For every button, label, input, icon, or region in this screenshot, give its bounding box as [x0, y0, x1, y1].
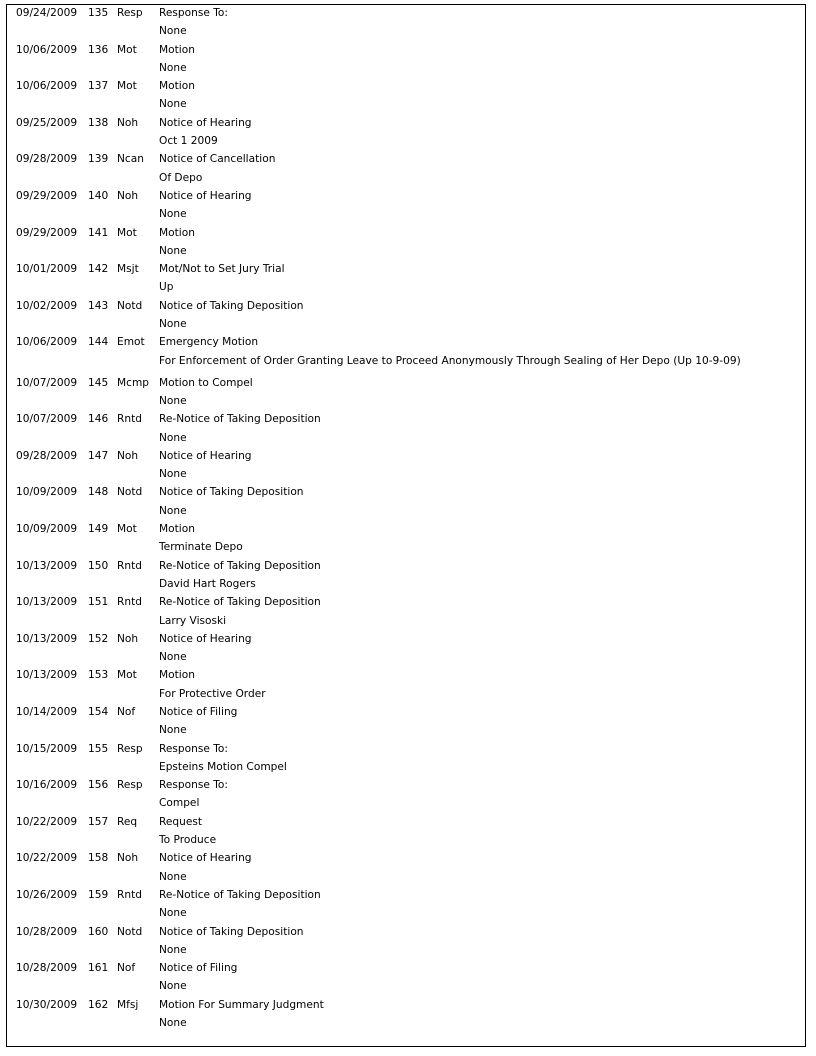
docket-entry-note-row — [16, 172, 796, 190]
docket-entry-note-row — [16, 281, 796, 299]
docket-entry-note-row — [16, 25, 796, 43]
docket-entry-note-row — [16, 761, 796, 779]
docket-entry — [16, 596, 796, 633]
docket-entry-header — [16, 117, 796, 135]
entry-note: None — [159, 208, 187, 221]
entry-number: 160 — [88, 925, 109, 938]
entry-code: Noh — [117, 116, 139, 129]
entry-number: 148 — [88, 486, 109, 499]
entry-number: 154 — [88, 705, 109, 718]
entry-description: Response To: — [159, 779, 228, 792]
entry-note: None — [159, 724, 187, 737]
docket-list — [16, 7, 796, 1035]
entry-code: Rntd — [117, 559, 142, 572]
entry-description: Notice of Filing — [159, 962, 238, 975]
docket-entry-header — [16, 779, 796, 797]
entry-note: None — [159, 98, 187, 111]
entry-number: 150 — [88, 559, 109, 572]
entry-description: Re-Notice of Taking Deposition — [159, 596, 321, 609]
entry-code: Mot — [117, 226, 137, 239]
docket-entry-header — [16, 816, 796, 834]
entry-code: Mot — [117, 669, 137, 682]
docket-entry-note-row — [16, 208, 796, 226]
docket-entry-header — [16, 743, 796, 761]
docket-entry-note-row — [16, 578, 796, 596]
docket-entry-header — [16, 80, 796, 98]
entry-note: Oct 1 2009 — [159, 135, 218, 148]
entry-description: Motion to Compel — [159, 376, 253, 389]
entry-date: 09/29/2009 — [16, 189, 78, 202]
docket-entry-note-row — [16, 724, 796, 742]
docket-entry-note-row — [16, 62, 796, 80]
docket-entry-header — [16, 669, 796, 687]
docket-entry — [16, 852, 796, 889]
docket-entry-note-row — [16, 651, 796, 669]
entry-code: Nof — [117, 705, 136, 718]
entry-code: Emot — [117, 336, 145, 349]
entry-note: Up — [159, 281, 174, 294]
docket-entry — [16, 263, 796, 300]
entry-note: None — [159, 244, 187, 257]
entry-note: David Hart Rogers — [159, 577, 256, 590]
entry-description: Notice of Taking Deposition — [159, 486, 304, 499]
entry-code: Notd — [117, 486, 143, 499]
docket-entry-header — [16, 852, 796, 870]
entry-description: Notice of Filing — [159, 705, 238, 718]
docket-entry — [16, 336, 796, 376]
entry-code: Nof — [117, 962, 136, 975]
entry-description: Re-Notice of Taking Deposition — [159, 888, 321, 901]
entry-date: 10/07/2009 — [16, 376, 78, 389]
docket-entry — [16, 44, 796, 81]
docket-entry — [16, 779, 796, 816]
entry-code: Mcmp — [117, 376, 150, 389]
entry-code: Req — [117, 815, 138, 828]
entry-code: Mfsj — [117, 998, 139, 1011]
entry-description: Request — [159, 815, 203, 828]
entry-number: 161 — [88, 962, 109, 975]
entry-number: 159 — [88, 888, 109, 901]
entry-number: 139 — [88, 153, 109, 166]
docket-entry-note-row — [16, 688, 796, 706]
entry-note: Larry Visoski — [159, 614, 227, 627]
entry-date: 10/07/2009 — [16, 413, 78, 426]
entry-note: Compel — [159, 797, 200, 810]
docket-entry — [16, 153, 796, 190]
entry-description: Motion — [159, 43, 195, 56]
entry-code: Noh — [117, 449, 139, 462]
entry-description: Emergency Motion — [159, 336, 259, 349]
docket-entry — [16, 816, 796, 853]
entry-description: Mot/Not to Set Jury Trial — [159, 263, 285, 276]
entry-description: Motion — [159, 226, 195, 239]
entry-code: Noh — [117, 632, 139, 645]
entry-note: To Produce — [159, 834, 217, 847]
entry-description: Notice of Cancellation — [159, 153, 276, 166]
docket-entry-note-row — [16, 944, 796, 962]
docket-entry-note-row — [16, 245, 796, 263]
docket-entry-header — [16, 263, 796, 281]
docket-entry-note-row — [16, 98, 796, 116]
docket-entry-header — [16, 962, 796, 980]
entry-date: 10/15/2009 — [16, 742, 78, 755]
entry-description: Re-Notice of Taking Deposition — [159, 413, 321, 426]
docket-entry-note-row — [16, 505, 796, 523]
docket-entry-note-row — [16, 871, 796, 889]
docket-entry-header — [16, 7, 796, 25]
entry-note: Of Depo — [159, 171, 203, 184]
docket-entry-header — [16, 889, 796, 907]
entry-description: Notice of Taking Deposition — [159, 925, 304, 938]
docket-entry-header — [16, 596, 796, 614]
docket-entry-header — [16, 300, 796, 318]
entry-number: 140 — [88, 189, 109, 202]
docket-entry — [16, 706, 796, 743]
docket-entry — [16, 926, 796, 963]
docket-entry — [16, 413, 796, 450]
docket-entry — [16, 743, 796, 780]
entry-code: Mot — [117, 80, 137, 93]
docket-entry — [16, 190, 796, 227]
entry-date: 10/09/2009 — [16, 486, 78, 499]
entry-note: For Protective Order — [159, 687, 266, 700]
entry-code: Resp — [117, 742, 143, 755]
entry-number: 156 — [88, 779, 109, 792]
entry-note: None — [159, 651, 187, 664]
docket-entry-note-row — [16, 355, 796, 377]
docket-entry-header — [16, 523, 796, 541]
docket-entry-header — [16, 486, 796, 504]
docket-entry — [16, 117, 796, 154]
entry-note: None — [159, 318, 187, 331]
docket-entry-note-row — [16, 1017, 796, 1035]
docket-entry — [16, 80, 796, 117]
docket-entry — [16, 889, 796, 926]
entry-description: Motion — [159, 80, 195, 93]
entry-number: 144 — [88, 336, 109, 349]
entry-number: 146 — [88, 413, 109, 426]
docket-entry-header — [16, 190, 796, 208]
entry-number: 158 — [88, 852, 109, 865]
docket-entry-header — [16, 413, 796, 431]
entry-code: Rntd — [117, 413, 142, 426]
entry-description: Notice of Hearing — [159, 116, 252, 129]
entry-date: 10/16/2009 — [16, 779, 78, 792]
entry-date: 10/28/2009 — [16, 962, 78, 975]
entry-number: 135 — [88, 7, 109, 19]
entry-date: 10/22/2009 — [16, 852, 78, 865]
docket-entry — [16, 227, 796, 264]
docket-entry — [16, 377, 796, 414]
entry-number: 136 — [88, 43, 109, 56]
entry-description: Motion — [159, 669, 195, 682]
entry-code: Ncan — [117, 153, 144, 166]
entry-description: Notice of Taking Deposition — [159, 299, 304, 312]
docket-entry-header — [16, 377, 796, 395]
docket-entry — [16, 962, 796, 999]
entry-description: Re-Notice of Taking Deposition — [159, 559, 321, 572]
entry-note: None — [159, 1017, 187, 1030]
entry-date: 10/02/2009 — [16, 299, 78, 312]
entry-code: Resp — [117, 779, 143, 792]
entry-code: Msjt — [117, 263, 139, 276]
entry-description: Response To: — [159, 7, 228, 19]
entry-description: Motion For Summary Judgment — [159, 998, 324, 1011]
entry-date: 10/26/2009 — [16, 888, 78, 901]
docket-entry-note-row — [16, 797, 796, 815]
entry-date: 10/13/2009 — [16, 596, 78, 609]
entry-description: Motion — [159, 523, 195, 536]
entry-code: Mot — [117, 43, 137, 56]
entry-number: 145 — [88, 376, 109, 389]
docket-entry-note-row — [16, 395, 796, 413]
entry-date: 10/06/2009 — [16, 336, 78, 349]
entry-number: 162 — [88, 998, 109, 1011]
entry-number: 149 — [88, 523, 109, 536]
entry-date: 09/28/2009 — [16, 449, 78, 462]
entry-date: 10/22/2009 — [16, 815, 78, 828]
entry-number: 142 — [88, 263, 109, 276]
docket-entry-header — [16, 450, 796, 468]
docket-entry-header — [16, 633, 796, 651]
entry-date: 10/30/2009 — [16, 998, 78, 1011]
entry-code: Notd — [117, 299, 143, 312]
docket-entry — [16, 999, 796, 1036]
entry-number: 157 — [88, 815, 109, 828]
docket-entry-header — [16, 706, 796, 724]
entry-note: None — [159, 943, 187, 956]
entry-note: None — [159, 504, 187, 517]
entry-date: 09/24/2009 — [16, 7, 78, 19]
docket-entry-note-row — [16, 834, 796, 852]
entry-note: None — [159, 980, 187, 993]
entry-number: 141 — [88, 226, 109, 239]
docket-entry-note-row — [16, 980, 796, 998]
entry-number: 147 — [88, 449, 109, 462]
entry-note: For Enforcement of Order Granting Leave to Proceed Anonymously Through Sealing of Her Depo (Up 10-9-09) — [159, 354, 741, 367]
entry-date: 10/14/2009 — [16, 705, 78, 718]
entry-description: Notice of Hearing — [159, 449, 252, 462]
entry-number: 153 — [88, 669, 109, 682]
entry-code: Mot — [117, 523, 137, 536]
entry-note: None — [159, 431, 187, 444]
entry-code: Resp — [117, 7, 143, 19]
docket-entry — [16, 633, 796, 670]
docket-entry-note-row — [16, 135, 796, 153]
docket-entry — [16, 300, 796, 337]
docket-entry — [16, 560, 796, 597]
entry-date: 10/01/2009 — [16, 263, 78, 276]
entry-code: Noh — [117, 189, 139, 202]
entry-description: Notice of Hearing — [159, 189, 252, 202]
entry-date: 10/13/2009 — [16, 559, 78, 572]
docket-entry-note-row — [16, 907, 796, 925]
entry-description: Response To: — [159, 742, 228, 755]
entry-description: Notice of Hearing — [159, 632, 252, 645]
entry-date: 10/13/2009 — [16, 632, 78, 645]
entry-note: Epsteins Motion Compel — [159, 760, 287, 773]
entry-note: None — [159, 61, 187, 74]
entry-date: 09/28/2009 — [16, 153, 78, 166]
entry-number: 143 — [88, 299, 109, 312]
docket-entry — [16, 450, 796, 487]
entry-number: 138 — [88, 116, 109, 129]
entry-note: None — [159, 394, 187, 407]
docket-entry-note-row — [16, 432, 796, 450]
entry-note: None — [159, 468, 187, 481]
entry-number: 152 — [88, 632, 109, 645]
entry-note: None — [159, 870, 187, 883]
docket-entry-header — [16, 227, 796, 245]
entry-date: 10/09/2009 — [16, 523, 78, 536]
docket-entry-note-row — [16, 541, 796, 559]
entry-date: 10/06/2009 — [16, 43, 78, 56]
entry-date: 09/29/2009 — [16, 226, 78, 239]
entry-date: 09/25/2009 — [16, 116, 78, 129]
docket-entry-note-row — [16, 318, 796, 336]
docket-entry-header — [16, 560, 796, 578]
docket-entry-note-row — [16, 615, 796, 633]
docket-entry — [16, 486, 796, 523]
entry-number: 155 — [88, 742, 109, 755]
entry-date: 10/28/2009 — [16, 925, 78, 938]
docket-entry-header — [16, 999, 796, 1017]
entry-code: Rntd — [117, 888, 142, 901]
docket-entry — [16, 7, 796, 44]
entry-note: None — [159, 25, 187, 38]
entry-note: Terminate Depo — [159, 541, 243, 554]
docket-entry-header — [16, 926, 796, 944]
entry-number: 137 — [88, 80, 109, 93]
docket-entry — [16, 669, 796, 706]
docket-entry-header — [16, 44, 796, 62]
entry-note: None — [159, 907, 187, 920]
docket-entry-header — [16, 153, 796, 171]
entry-description: Notice of Hearing — [159, 852, 252, 865]
docket-entry-header — [16, 336, 796, 354]
docket-entry-note-row — [16, 468, 796, 486]
entry-code: Noh — [117, 852, 139, 865]
docket-entry — [16, 523, 796, 560]
entry-date: 10/06/2009 — [16, 80, 78, 93]
entry-code: Notd — [117, 925, 143, 938]
entry-number: 151 — [88, 596, 109, 609]
entry-code: Rntd — [117, 596, 142, 609]
entry-date: 10/13/2009 — [16, 669, 78, 682]
